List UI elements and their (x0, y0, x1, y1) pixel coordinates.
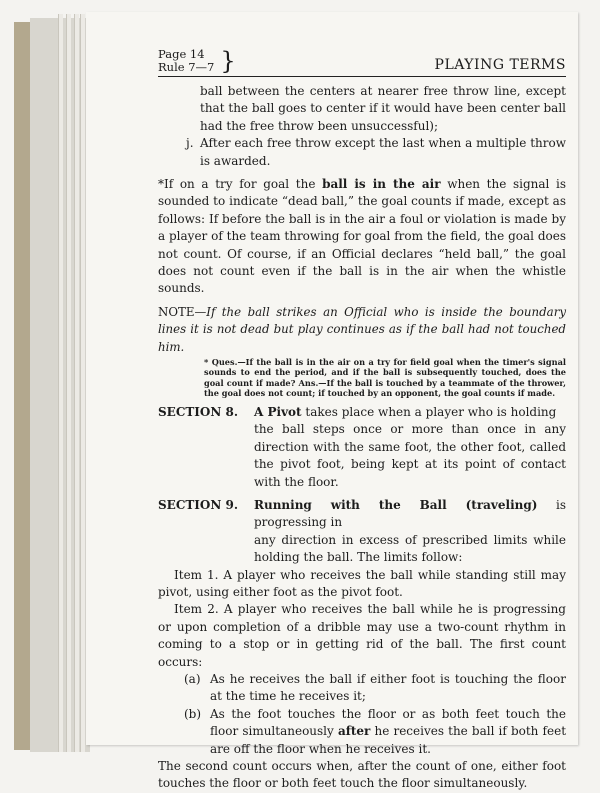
note-paragraph (158, 304, 566, 356)
emphasis: after (337, 724, 371, 739)
asterisk-marker: * (158, 177, 164, 192)
page-edge (66, 14, 71, 752)
sub-text: As he receives the ball if either foot is touching the floor at the time he receives it; (210, 672, 566, 704)
question-answer-footnote: * Ques.—If the ball is in the air on a try for field goal when the timer's signal sounds to end the period, and if the ball is subsequently touched, does the goal count if made? Ans.—If the ball is touched by a teammate of the thrower, the goal does not count; if touched by an opponent, the goal counts if made. (204, 357, 566, 398)
list-label: j. (186, 136, 194, 151)
section-9-heading: SECTION 9. Running with the Ball (traveling) is progressing in (158, 497, 566, 532)
sub-text: As the foot touches the floor or as both feet touch the floor simultaneously after he receives the ball if both feet are off the floor when he receives it. (210, 706, 567, 756)
section-label: SECTION 9. (158, 497, 239, 512)
sub-label: (b) (184, 706, 202, 721)
page-number: Page 14 (158, 47, 205, 61)
rule-number: Rule 7—7 (158, 60, 215, 74)
brace-glyph: } (220, 47, 236, 75)
note-label: NOTE (158, 304, 195, 319)
page-edge (58, 14, 63, 752)
page-content (158, 48, 566, 793)
section-term: Running with the Ball (traveling) (254, 497, 538, 512)
sub-label: (a) (184, 672, 201, 686)
sub-item-b (158, 706, 566, 758)
book-page (86, 12, 578, 791)
page-edge (80, 14, 85, 752)
list-item-j (158, 135, 566, 170)
section-8-heading: SECTION 8. A Pivot takes place when a player who is holding (158, 404, 566, 421)
running-header (158, 48, 566, 77)
page-edge (74, 14, 79, 752)
dead-ball-paragraph: *If on a try for goal the ball is in the air when the signal is sounded to indicate “dead ball,” the goal counts if made, except as follows: If before the ball is in the air a foul or violation is made by a player of the team throwing for goal from the field, the goal does not count. Of course, if an Official declares “held ball,” the goal does not count even if the ball is in the air when the whistle sounds. (158, 177, 566, 296)
section-term: A Pivot (254, 404, 302, 419)
note-text: —If the ball strikes an Official who is inside the boundary lines it is not dead but play continues as if the ball had not touched him. (158, 304, 566, 354)
second-count-paragraph: The second count occurs when, after the count of one, either foot touches the floor or both feet touch the floor simultaneously. (158, 759, 566, 791)
page-reference (158, 48, 236, 74)
section-9-body: any direction in excess of prescribed limits while holding the ball. The limits follow: (254, 532, 566, 565)
header-title: PLAYING TERMS (434, 56, 566, 73)
sub-item-a (158, 671, 566, 706)
section-8-body-first: the ball steps once or more than once in any direction with the same foot, the other foot, called the pivot foot, being kept at its point of contact with the floor. (254, 422, 566, 489)
list-text: After each free throw except the last when a multiple throw is awarded. (200, 136, 566, 168)
item-2: Item 2. A player who receives the ball while he is progressing or upon completion of a dribble may use a two-count rhythm in coming to a stop or in getting rid of the ball. The first count occurs: (158, 602, 566, 669)
section-label: SECTION 8. (158, 404, 239, 419)
emphasis: ball is in the air (322, 177, 441, 192)
continued-paragraph: ball between the centers at nearer free throw line, except that the ball goes to center if it would have been center ball had the free throw been unsuccessful); (200, 84, 566, 133)
item-1: Item 1. A player who receives the ball while standing still may pivot, using either foot as the pivot foot. (158, 567, 566, 599)
